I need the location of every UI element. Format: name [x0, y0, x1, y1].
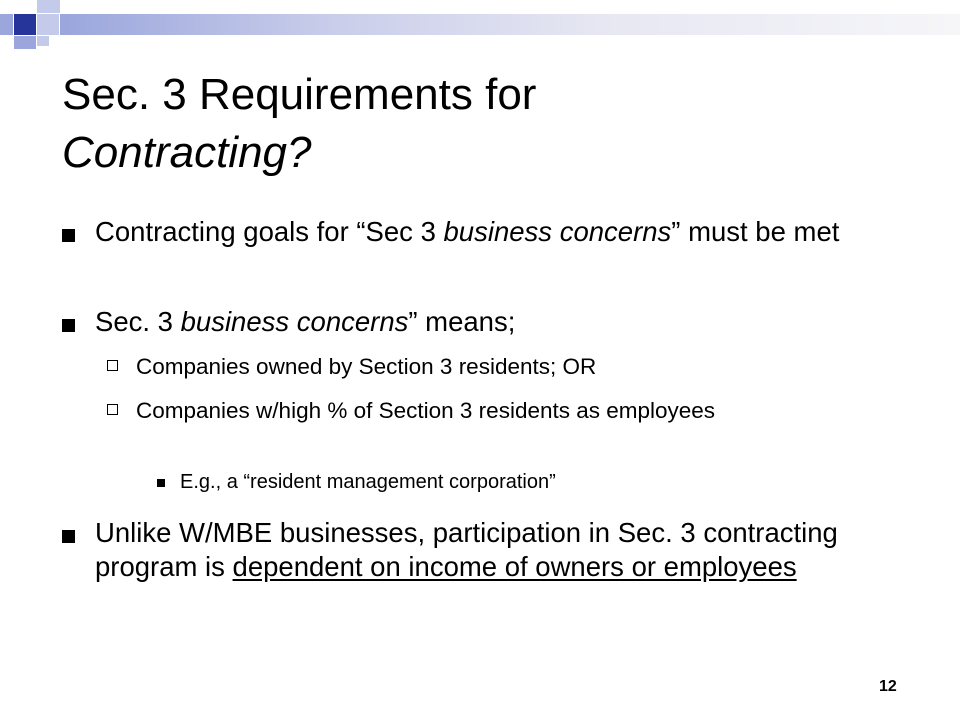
corner-square-bottom-right	[37, 36, 49, 46]
bullet-text	[95, 516, 902, 584]
sub-bullet-high-percent-employees	[107, 397, 907, 425]
square-bullet-icon	[62, 530, 75, 543]
header-gradient-bar	[60, 14, 960, 35]
page-number: 12	[879, 678, 897, 695]
corner-square-top	[37, 0, 60, 13]
bullet-text-italic: business concerns	[443, 216, 672, 247]
title-line-1: Sec. 3 Requirements for	[62, 70, 537, 119]
bullet-text-underlined: dependent on income of owners or employees	[232, 551, 797, 582]
corner-square-right	[37, 14, 59, 35]
bullet-text-pre: Unlike W/MBE businesses, participation in Sec. 3 contracting program is	[95, 517, 838, 582]
bullet-text-pre: Sec. 3	[95, 306, 181, 337]
bullet-business-concerns	[62, 305, 902, 339]
sub-bullet-owned-by-residents	[107, 353, 907, 381]
bullet-text-italic: business concerns	[180, 306, 409, 337]
sub-sub-bullet-text: E.g., a “resident management corporation”	[180, 471, 556, 493]
bullet-contracting-goals	[62, 215, 902, 249]
bullet-unlike-wmbe	[62, 516, 902, 584]
bullet-text	[95, 215, 902, 249]
corner-square-bottom	[14, 36, 36, 49]
title-line-2: Contracting?	[62, 128, 312, 177]
bullet-text-pre: Contracting goals for “Sec 3	[95, 216, 444, 247]
hollow-square-bullet-icon	[107, 404, 118, 415]
square-bullet-icon	[62, 229, 75, 242]
small-square-bullet-icon	[157, 479, 165, 487]
corner-square-dark	[14, 14, 36, 35]
bullet-text	[95, 305, 902, 339]
corner-square-left	[0, 14, 13, 35]
sub-bullet-text: Companies w/high % of Section 3 residents as employees	[136, 398, 716, 423]
square-bullet-icon	[62, 319, 75, 332]
sub-bullet-text: Companies owned by Section 3 residents; OR	[136, 354, 597, 379]
bullet-text-post: ” must be met	[671, 216, 840, 247]
slide-title	[62, 66, 932, 182]
bullet-text-post: ” means;	[408, 306, 516, 337]
sub-sub-bullet-example	[157, 470, 857, 494]
hollow-square-bullet-icon	[107, 360, 118, 371]
